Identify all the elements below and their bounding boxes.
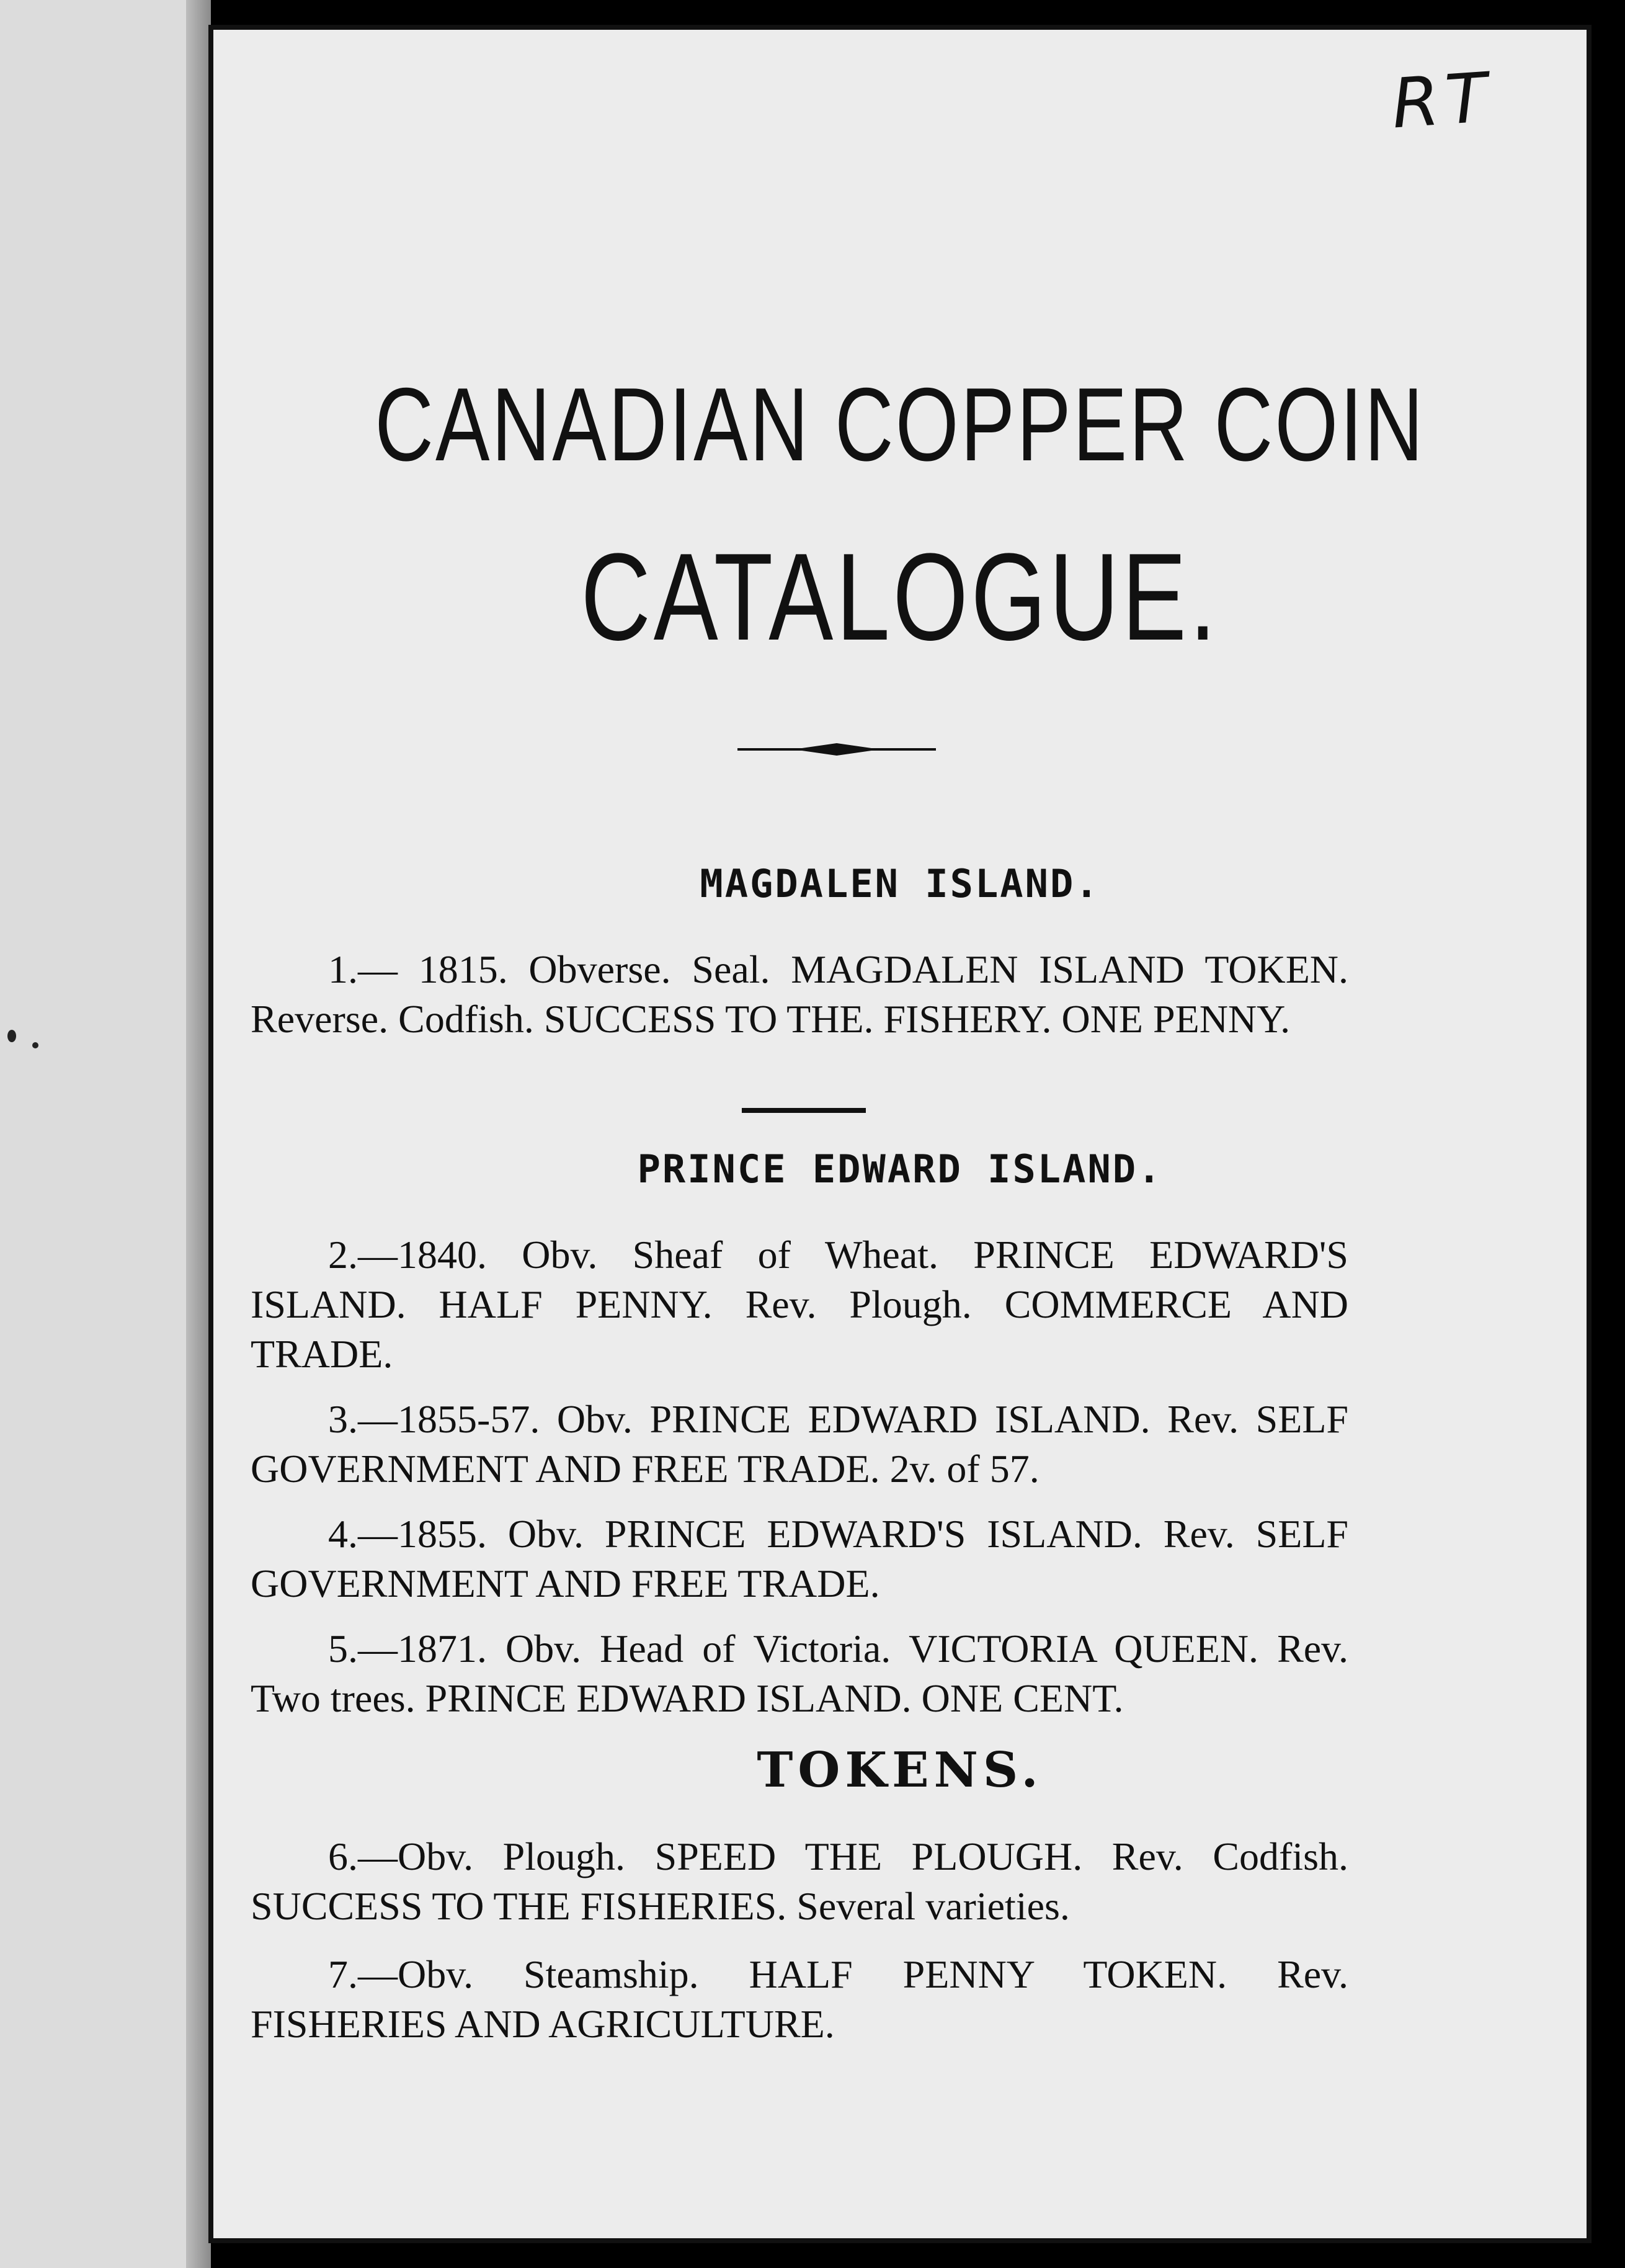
- decorative-rule-ornament: [737, 737, 936, 762]
- catalogue-entry-4: 4.—1855. Obv. PRINCE EDWARD'S ISLAND. Rev. SELF GOVERNMENT AND FREE TRADE.: [251, 1512, 1348, 1605]
- adjacent-page: [0, 0, 205, 2268]
- catalogue-entry-3: 3.—1855-57. Obv. PRINCE EDWARD ISLAND. Rev. SELF GOVERNMENT AND FREE TRADE. 2v. of 57.: [251, 1397, 1348, 1491]
- ink-speck: [32, 1042, 38, 1048]
- handwritten-annotation: RT: [1389, 57, 1497, 144]
- section-heading-tokens: TOKENS.: [757, 1742, 1043, 1798]
- catalogue-entry-6: 6.—Obv. Plough. SPEED THE PLOUGH. Rev. Codfish. SUCCESS TO THE FISHERIES. Several varieties.: [251, 1834, 1348, 1928]
- title-line-1: CANADIAN COPPER COIN: [375, 366, 1425, 483]
- ink-speck: [7, 1030, 16, 1042]
- catalogue-entry-7: 7.—Obv. Steamship. HALF PENNY TOKEN. Rev. FISHERIES AND AGRICULTURE.: [251, 1952, 1348, 2046]
- section-heading-magdalen: MAGDALEN ISLAND.: [700, 861, 1100, 906]
- catalogue-entry-1: 1.— 1815. Obverse. Seal. MAGDALEN ISLAND TOKEN. Reverse. Codfish. SUCCESS TO THE. FISHERY. ONE PENNY.: [251, 947, 1348, 1041]
- catalogue-entry-2: 2.—1840. Obv. Sheaf of Wheat. PRINCE EDWARD'S ISLAND. HALF PENNY. Rev. Plough. COMMERCE AND TRADE.: [251, 1233, 1348, 1376]
- title-line-2: CATALOGUE.: [581, 528, 1219, 666]
- section-divider: [742, 1108, 866, 1113]
- catalogue-entry-5: 5.—1871. Obv. Head of Victoria. VICTORIA QUEEN. Rev. Two trees. PRINCE EDWARD ISLAND. ONE CENT.: [251, 1627, 1348, 1720]
- catalogue-page: [208, 25, 1592, 2243]
- book-gutter: [186, 0, 211, 2268]
- section-heading-pei: PRINCE EDWARD ISLAND.: [637, 1146, 1163, 1192]
